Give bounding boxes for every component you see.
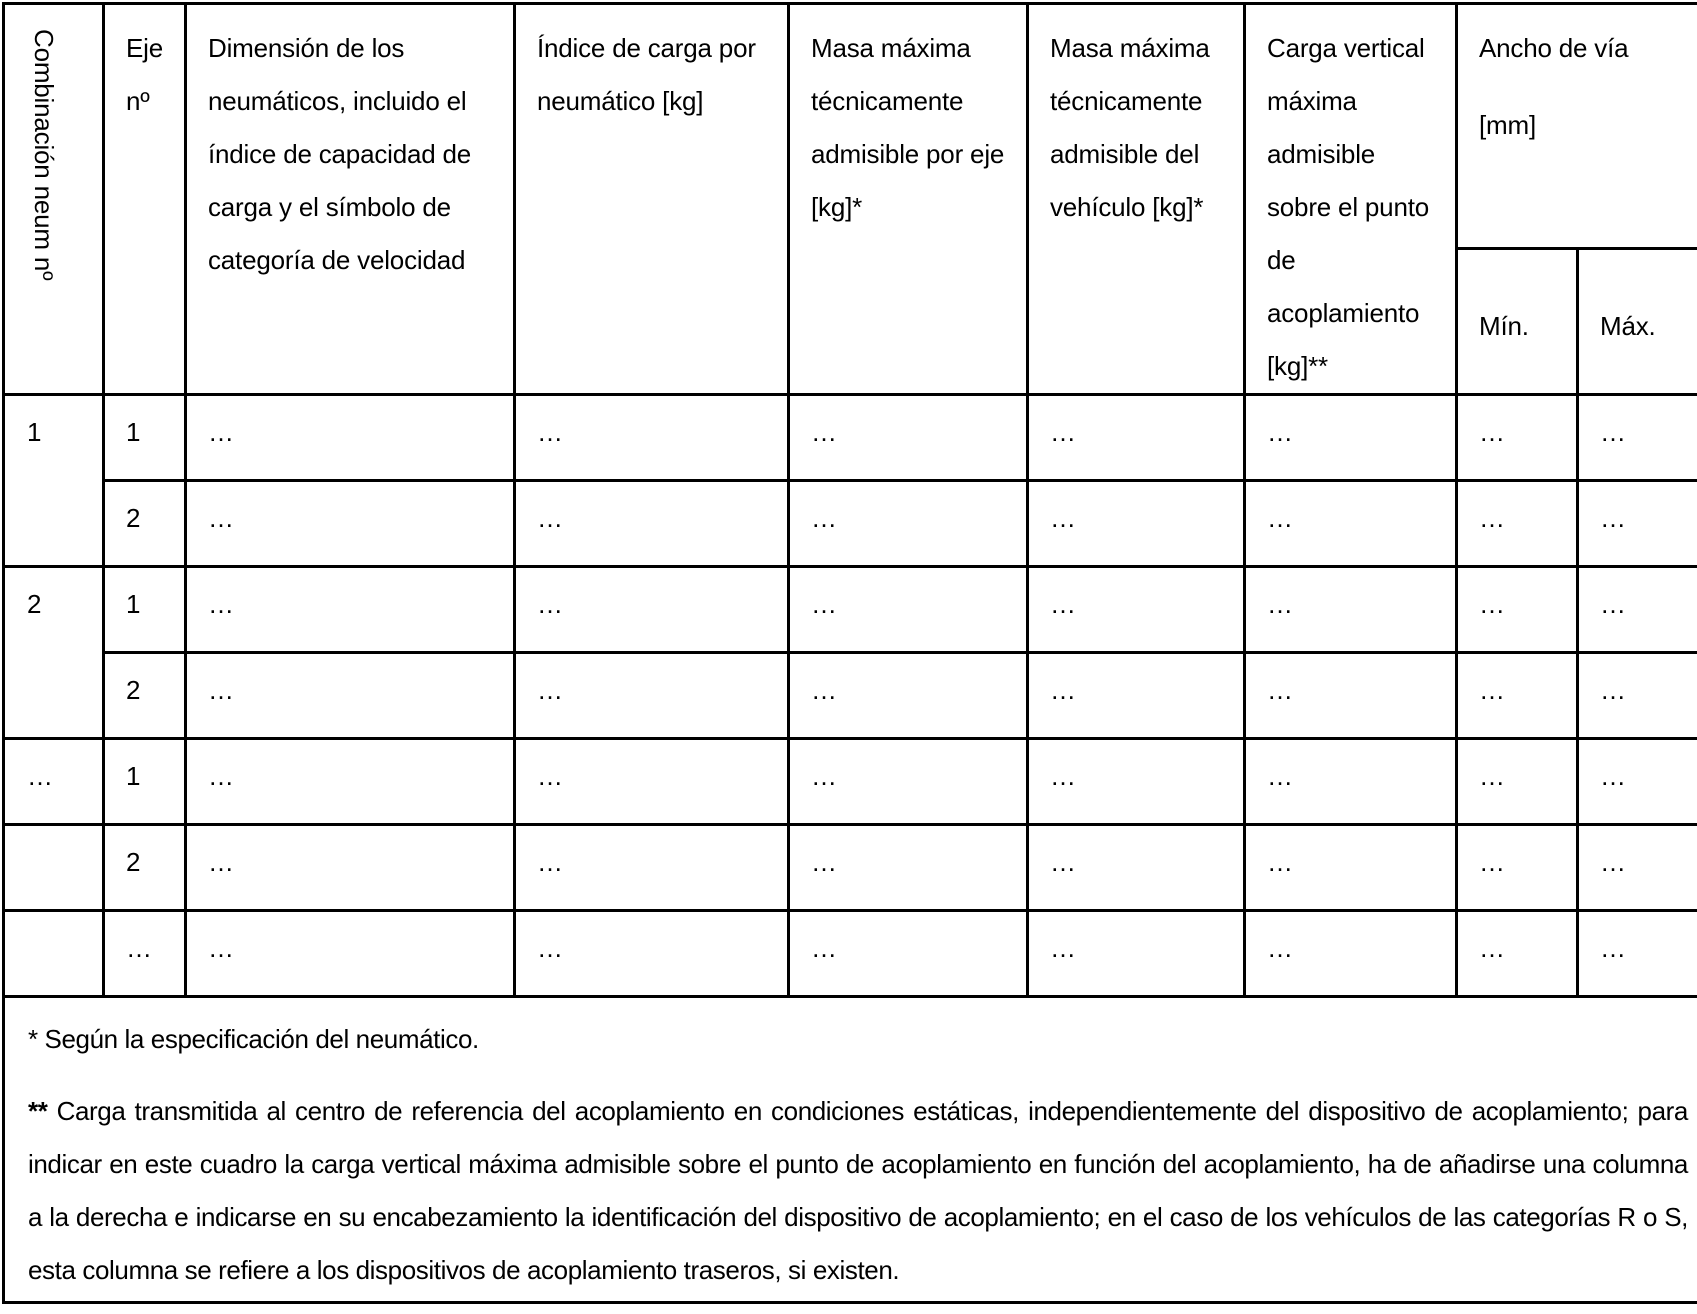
table-cell: … (789, 481, 1028, 567)
header-combination-cell (4, 4, 104, 395)
axle-cell: 2 (104, 481, 186, 567)
table-row (4, 653, 1697, 739)
table-cell: … (1457, 395, 1578, 481)
footnote-1: * Según la especificación del neumático. (28, 1024, 479, 1054)
table-cell: … (186, 653, 515, 739)
table-cell: … (1245, 567, 1457, 653)
table-cell: … (1245, 653, 1457, 739)
table-cell: … (1028, 911, 1245, 997)
table-cell: … (1245, 911, 1457, 997)
table-cell: … (1578, 395, 1697, 481)
table-cell: … (789, 825, 1028, 911)
combination-cell (4, 825, 104, 911)
table-cell: … (1028, 481, 1245, 567)
axle-cell: 1 (104, 395, 186, 481)
table-cell: … (1578, 911, 1697, 997)
table-cell: … (186, 567, 515, 653)
table-cell: … (186, 825, 515, 911)
table-cell: … (1457, 739, 1578, 825)
header-max-axle-mass: Masa máxima técnicamente admisible por eje [kg]* (789, 4, 1028, 395)
table-cell: … (789, 739, 1028, 825)
combination-cell: 1 (4, 395, 104, 567)
table-cell: … (789, 911, 1028, 997)
header-load-index: Índice de carga por neumático [kg] (515, 4, 789, 395)
notes-row (4, 997, 1697, 1303)
table-cell: … (1028, 567, 1245, 653)
table-cell: … (1578, 567, 1697, 653)
table-cell: … (1028, 825, 1245, 911)
tyre-combination-table (2, 2, 1697, 1304)
table-cell: … (1245, 739, 1457, 825)
table-cell: … (515, 825, 789, 911)
table-row (4, 825, 1697, 911)
table-cell: … (186, 395, 515, 481)
table-cell: … (186, 911, 515, 997)
table-row (4, 395, 1697, 481)
header-track-max: Máx. (1578, 249, 1697, 395)
table-cell: … (1457, 825, 1578, 911)
table-cell: … (515, 653, 789, 739)
header-track-min: Mín. (1457, 249, 1578, 395)
table-cell: … (1578, 739, 1697, 825)
table-cell: … (1578, 653, 1697, 739)
header-combination: Combinación neum nº (29, 29, 59, 281)
footnote-2-text: Carga transmitida al centro de referencia del acoplamiento en condiciones estáticas, independientemente del dispositivo de acoplamiento; para indicar en este cuadro la carga vertical máxima admisible sobre el punto de acoplamiento en función del acoplamiento, ha de añadirse una columna a la derecha e indicarse en su encabezamiento la identificación del dispositivo de acoplamiento; en el caso de los vehículos de las categorías R o S, esta columna se refiere a los dispositivos de acoplamiento traseros, si existen. (28, 1096, 1688, 1285)
table-cell: … (1028, 739, 1245, 825)
table-cell: … (1245, 395, 1457, 481)
table-cell: … (789, 567, 1028, 653)
axle-cell: 2 (104, 653, 186, 739)
axle-cell: 2 (104, 825, 186, 911)
table-cell: … (186, 739, 515, 825)
axle-cell: 1 (104, 567, 186, 653)
table-cell: … (1578, 825, 1697, 911)
table-cell: … (186, 481, 515, 567)
axle-cell: 1 (104, 739, 186, 825)
table-cell: … (1245, 481, 1457, 567)
table-cell: … (1578, 481, 1697, 567)
footnote-2 (28, 1085, 1688, 1297)
table-cell: … (1457, 567, 1578, 653)
table-cell: … (1457, 653, 1578, 739)
table-row (4, 911, 1697, 997)
axle-cell: … (104, 911, 186, 997)
table-cell: … (1245, 825, 1457, 911)
table-row (4, 739, 1697, 825)
header-row (4, 4, 1697, 249)
table-cell: … (515, 911, 789, 997)
table-row (4, 567, 1697, 653)
table-cell: … (789, 395, 1028, 481)
combination-cell: 2 (4, 567, 104, 739)
footnotes-cell (4, 997, 1697, 1303)
table-cell: … (789, 653, 1028, 739)
combination-cell (4, 911, 104, 997)
table-cell: … (515, 481, 789, 567)
table-cell: … (1457, 911, 1578, 997)
header-tyre-size: Dimensión de los neumáticos, incluido el índice de capacidad de carga y el símbolo de categoría de velocidad (186, 4, 515, 395)
header-max-vertical-load: Carga vertical máxima admisible sobre el punto de acoplamiento [kg]** (1245, 4, 1457, 395)
table-cell: … (515, 567, 789, 653)
combination-cell: … (4, 739, 104, 825)
table-cell: … (1028, 395, 1245, 481)
table-cell: … (515, 739, 789, 825)
table-cell: … (515, 395, 789, 481)
header-track-width: Ancho de vía [mm] (1457, 4, 1697, 249)
header-axle: Eje nº (104, 4, 186, 395)
footnote-2-marker: ** (28, 1096, 48, 1126)
header-max-vehicle-mass: Masa máxima técnicamente admisible del vehículo [kg]* (1028, 4, 1245, 395)
table-cell: … (1457, 481, 1578, 567)
table-row (4, 481, 1697, 567)
table-cell: … (1028, 653, 1245, 739)
